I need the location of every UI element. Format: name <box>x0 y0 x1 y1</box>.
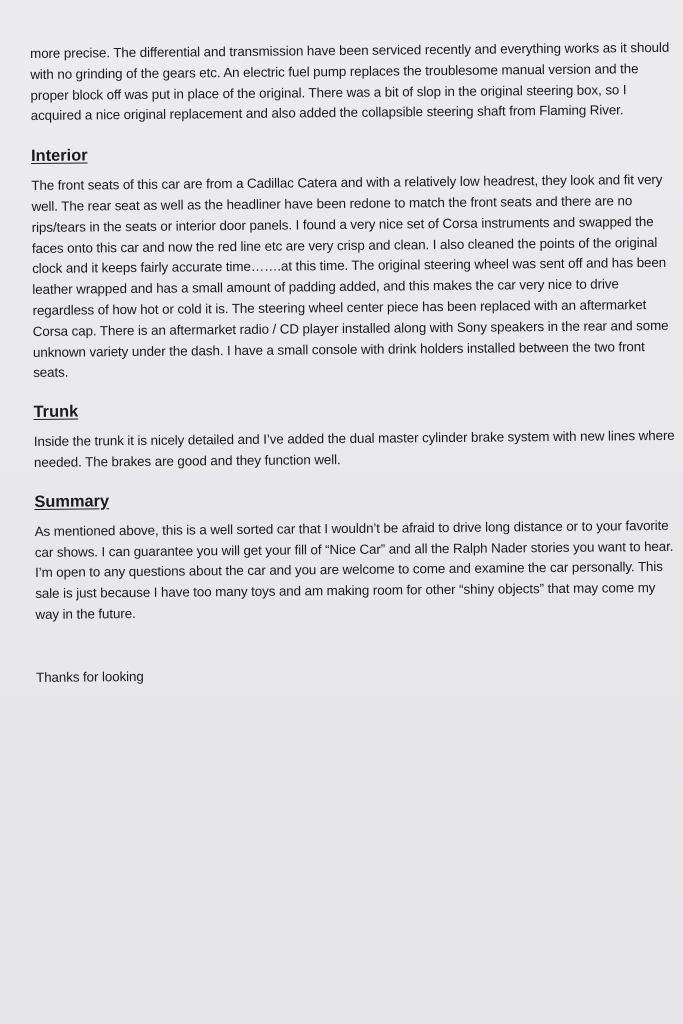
summary-heading: Summary <box>34 492 110 511</box>
intro-paragraph: more precise. The differential and transmission have been serviced recently and everything works as it should with no grinding of the gears etc. An electric fuel pump replaces the troublesome manual version and the proper block off was put in place of the original. There was a bit of slop in the original steering box, so I acquired a nice original replacement and also added the collapsible steering shaft from Flaming River. <box>30 39 670 124</box>
interior-heading: Interior <box>30 146 88 166</box>
trunk-heading: Trunk <box>33 402 79 422</box>
summary-paragraph: As mentioned above, this is a well sorted car that I wouldn’t be afraid to drive long distance or to your favorite car shows. I can guarantee you will get your fill of “Nice Car” and all the Ralph Nader stories you want to hear. I’m open to any questions about the car and you are welcome to come and examine the car personally. This sale is just because I have too many toys and am making room for other “shiny objects” that may come my way in the future. <box>34 517 674 622</box>
interior-paragraph: The front seats of this car are from a Cadillac Catera and with a relatively low headrest, they look and fit very well. The rear seat as well as the headliner have been redone to match the front seats and there are no rips/tears in the seats or interior door panels. I found a very nice set of Corsa instruments and swapped the faces onto this car and now the red line etc are very crisp and clean. I also cleaned the points of the original clock and it keeps fairly accurate time…….at this time. The original steering wheel was sent off and has been leather wrapped and has a small amount of padding added, and this makes the car very nice to drive regardless of how hot or cold it is. The steering wheel center piece has been replaced with an aftermarket Corsa cap. There is an aftermarket radio / CD player installed along with Sony speakers in the rear and some unknown variety under the dash. I have a small console with drink holders installed between the two front seats. <box>31 172 669 381</box>
document-body <box>30 38 682 689</box>
trunk-paragraph: Inside the trunk it is nicely detailed and I’ve added the dual master cylinder brake system with new lines where needed. The brakes are good and they function well. <box>33 427 675 470</box>
closing-line: Thanks for looking <box>36 668 144 685</box>
